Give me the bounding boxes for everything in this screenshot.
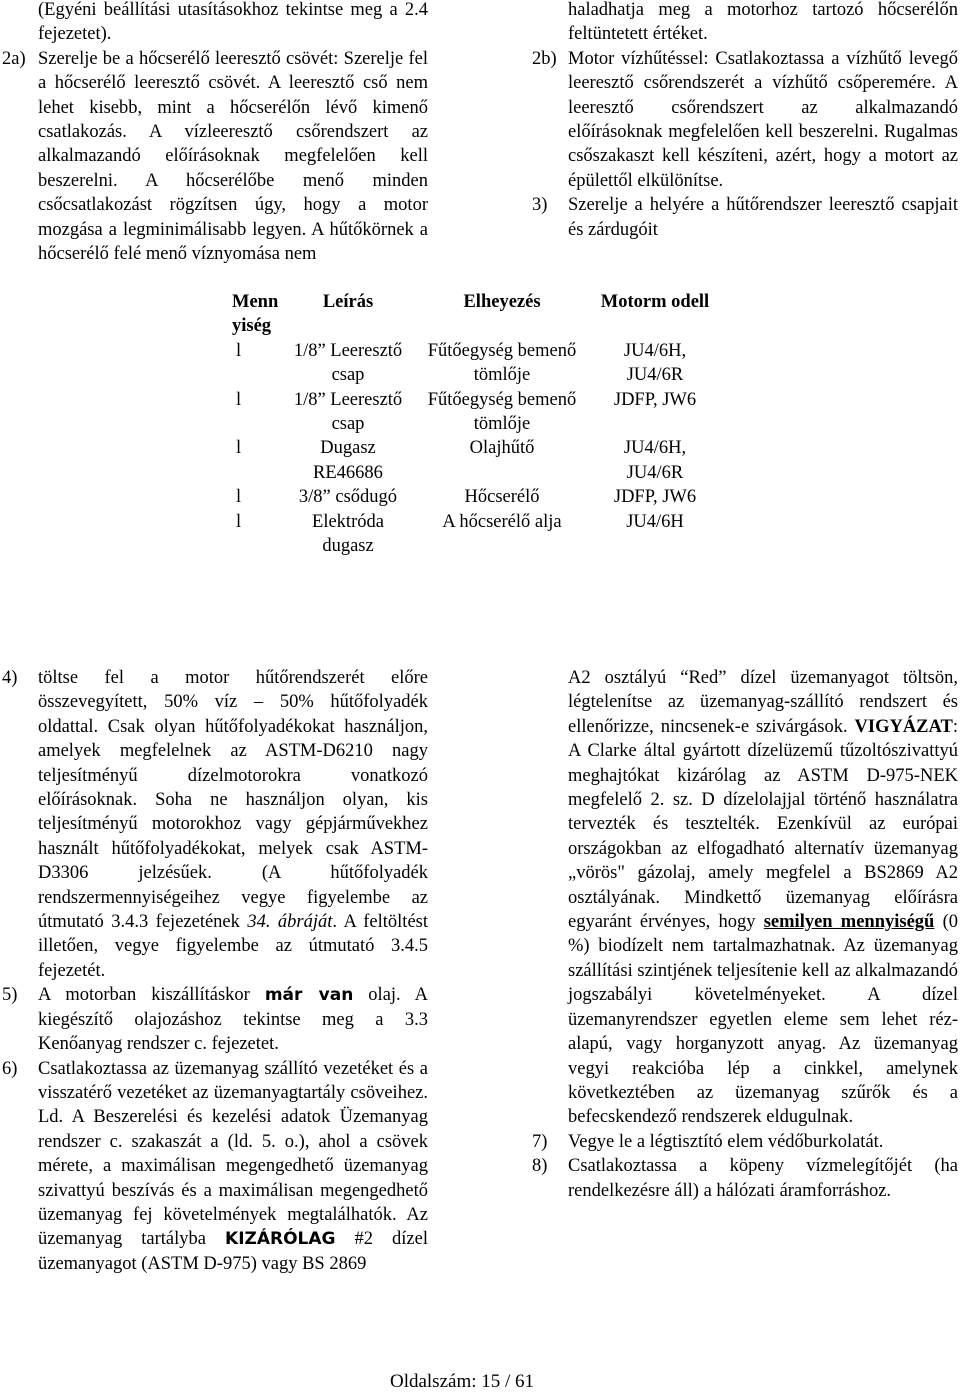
cell-description: Elektróda dugasz [312,511,384,557]
step-2b-lead: Motor vízhűtéssel: [568,48,709,69]
right-column-top [532,0,958,242]
cell-description: 1/8” Leeresztő csap [293,389,403,435]
continuation-paragraph: haladhatja meg a motorhoz tartozó hőcserélőn feltüntetett értéket. [568,0,958,45]
step-2a [2,47,428,267]
step-4-text-b: . A feltöltést illetően, vegye figyelembe az útmutató 3.4.5 fejezetét. [38,912,428,981]
warning-label: VIGYÁZAT [854,716,953,737]
step-4-text [38,666,428,983]
fuel-text-c: (0 %) biodízelt nem tartalmazhatnak. Az üzemanyag szállítási szintjének teljesítenie kell az alkalmazandó jogszabályi követelményeket. A dízel üzemanyrendszer egyetlen eleme sem lehet réz-alapú, vagy horganyzott anyag. Az üzemanyag vegyi reakcióba lép a cinkkel, amelynek következtében az üzemanyag szűrők és a befecskendező rendszerek eldugulnak. [568,912,958,1128]
step-3-text: Szerelje a helyére a hűtőrendszer leeresztő csapjait és zárdugóit [568,195,958,240]
step-number: 6) [2,1058,18,1079]
header-location: Elheyezés [463,292,541,313]
emphasis-bold: már van [264,985,354,1006]
parts-table [228,290,710,558]
left-column-bottom [2,666,428,1276]
step-number: 5) [2,985,18,1006]
step-number: 2b) [532,48,557,69]
header-engine-model: Motorm odell [600,292,710,313]
cell-engine-model: JU4/6H, JU4/6R [623,340,687,386]
cell-location: Fűtőegység bemenő tömlője [427,389,577,435]
step-6-text-a: Csatlakoztassa az üzemanyag szállító vezetéket és a visszatérő vezetéket az üzemanyagtartály csöveihez. Ld. A Beszerelési és kezelési adatok Üzemanyag rendszer c. szakaszát a (ld. 5. o.), ahol a csövek mérete, a maximálisan megengedhető üzemanyag szivattyú beszívás és a maximálisan megengedhető üzemanyag fej követelmények megtalálhatók. Az üzemanyag tartályba [38,1058,428,1250]
step-5-text [38,983,428,1056]
page-number-footer: Oldalszám: 15 / 61 [389,1371,535,1392]
fuel-text-a: A2 osztályú “Red” dízel üzemanyagot töltsön, légtelenítse az üzemanyag-szállító rendszert és ellenőrizze, nincsenek-e szivárgások. [568,668,958,737]
cell-description: 1/8” Leeresztő csap [293,340,403,386]
step-5-text-b: olaj. A kiegészítő olajozáshoz tekintse meg a 3.3 Kenőanyag rendszer c. fejezetet. [38,985,428,1055]
header-description: Leírás [322,292,374,313]
table-row [228,436,710,485]
right-column-bottom [532,666,958,1203]
cell-quantity: l [236,340,242,361]
fuel-text-b: : A Clarke által gyártott dízelüzemű tűzoltószivattyú meghajtókat kizárólag az ASTM D-975-NEK megfelelő 2. sz. D dízelolajjal történő használatra tervezték és tesztelték. Ezenkívül az európai országokban az elfogadható alternatív üzemanyag „vörös" gázolaj, amely megfelel a BS2869 A2 osztályának. Mindkettő üzemanyag előírásra egyaránt érvényes, hogy [568,716,958,933]
step-7 [532,1130,958,1154]
step-5 [2,983,428,1056]
cell-quantity: l [236,438,242,459]
step-6 [2,1057,428,1277]
step-number: 3) [532,195,548,216]
emphasis-underline: semilyen mennyiségű [763,912,935,933]
step-number: 7) [532,1131,548,1152]
cell-engine-model: JDFP, JW6 [613,389,697,410]
cell-location: A hőcserélő alja [442,511,562,532]
step-2b-text [568,47,958,193]
cell-quantity: l [236,511,242,532]
cell-description: 3/8” csődugó [298,487,398,508]
fuel-continuation-paragraph [532,666,958,1130]
emphasis-bold: KIZÁRÓLAG [225,1229,336,1250]
step-2a-body: Szerelje fel a hőcserélő leeresztő csövét. A leeresztő cső nem lehet kisebb, mint a hőcserélőn lévő kimenő csatlakozás. A vízleeresztő csőrendszert az alkalmazandó előírásoknak megfelelően kell beszerelni. A hőcserélőbe menő minden csőcsatlakozást rögzítsen úgy, hogy a motor mozgása a legminimálisabb legyen. A hűtőkörnek a hőcserélő felé menő víznyomása nem [38,48,428,265]
left-column-top [2,0,428,266]
step-7-text: Vegye le a légtisztító elem védőburkolatát. [568,1131,884,1152]
figure-reference: 34. ábráját [247,912,333,933]
cell-quantity: l [236,487,242,508]
step-8-text: Csatlakoztassa a köpeny vízmelegítőjét (ha rendelkezésre áll) a hálózati áramforráshoz. [568,1156,958,1201]
cell-quantity: l [236,389,242,410]
step-3 [532,193,958,242]
step-2b-body: Csatlakoztassa a vízhűtő levegő leeresztő csőrendszerét a vízhűtő csőperemére. A leeresztő csőrendszert az alkalmazandó előírásoknak megfelelően kell beszerelni. Rugalmas csőszakaszt kell készíteni, azért, hogy a motort az épülettől elkülönítse. [568,48,959,191]
cell-location: Hőcserélő [464,487,540,508]
step-4 [2,666,428,983]
drain-parts-table [228,290,718,558]
table-row [228,485,710,509]
step-8 [532,1154,958,1203]
cell-engine-model: JU4/6H, JU4/6R [623,438,687,483]
step-4-text-a: töltse fel a motor hűtőrendszerét előre összevegyített, 50% víz – 50% hűtőfolyadék oldattal. Csak olyan hűtőfolyadékokat használjon, amelyek megfelelnek az ASTM-D6210 nagy teljesítményű dízelmotorokra vonatkozó előírásoknak. Soha ne használjon olyan, kis teljesítményű motorokhoz vagy gépjárművekhez használt hűtőfolyadékokat, melyek csak ASTM-D3306 jelzésűek. (A hűtőfolyadék rendszermennyiségeihez vegye figyelembe az útmutató 3.4.3 fejezetének [38,668,428,933]
cell-description: Dugasz RE46686 [313,438,383,483]
header-quantity: Menn yiség [232,292,279,337]
step-number: 4) [2,668,18,688]
step-5-text-a: A motorban kiszállításkor [38,985,265,1006]
cell-engine-model: JU4/6H [626,511,684,532]
step-2a-text [38,47,428,267]
step-6-text [38,1057,428,1277]
cell-location: Olajhűtő [469,438,535,459]
step-number: 2a) [2,48,26,69]
cell-engine-model: JDFP, JW6 [613,487,697,508]
cell-location: Fűtőegység bemenő tömlője [427,340,577,386]
step-number: 8) [532,1156,548,1177]
table-header-row [228,290,710,339]
intro-paragraph: (Egyéni beállítási utasításokhoz tekintse meg a 2.4 fejezetet). [38,0,428,45]
step-6-text-b: #2 dízel üzemanyagot (ASTM D-975) vagy BS 2869 [38,1229,428,1274]
step-2b [532,47,958,193]
table-row [228,339,710,388]
step-2a-lead: Szerelje be a hőcserélő leeresztő csövét: [38,48,339,69]
table-row [228,510,710,559]
table-row [228,388,710,437]
